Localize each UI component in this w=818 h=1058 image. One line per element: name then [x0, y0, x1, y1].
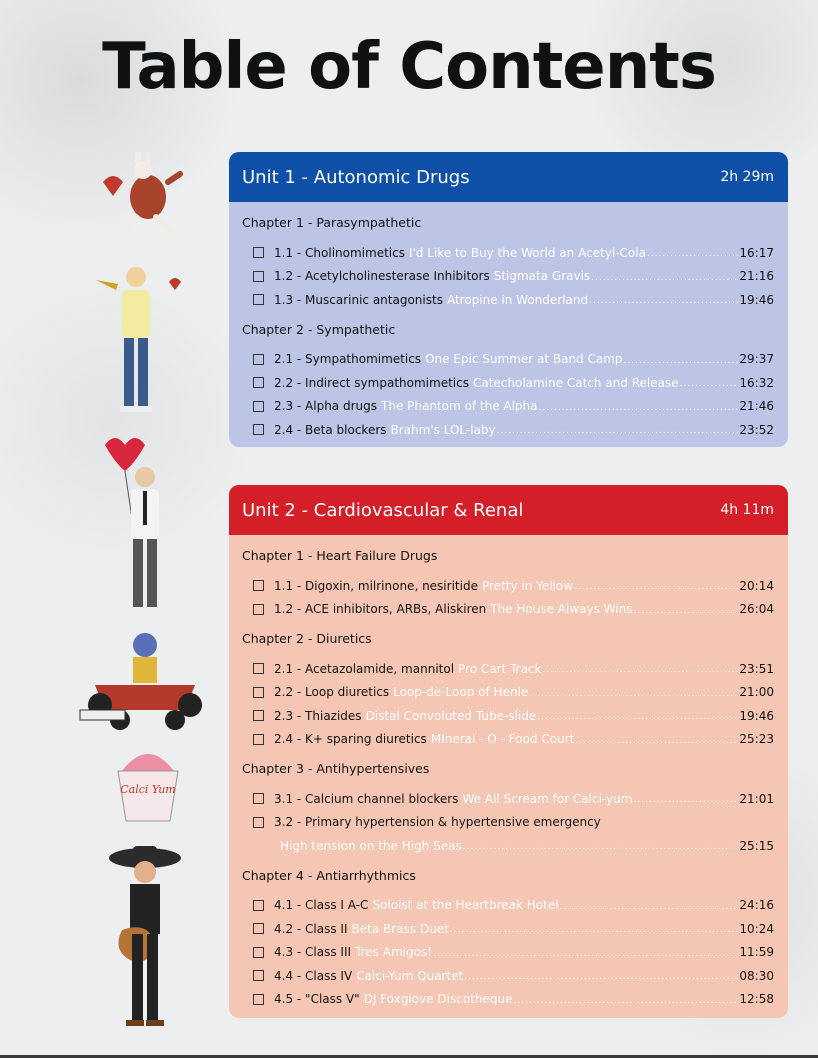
leader-dots	[537, 713, 738, 722]
lesson-name: 1.1 - Cholinomimetics	[274, 245, 405, 260]
leader-dots	[539, 404, 739, 413]
lesson-name: 1.2 - Acetylcholinesterase Inhibitors	[274, 269, 490, 284]
leader-dots	[589, 297, 738, 306]
lesson-subtitle: MIneral - O - Food Court	[430, 732, 575, 747]
lesson-time: 16:32	[739, 375, 774, 390]
leader-dots	[463, 843, 739, 852]
lesson-time: 25:15	[739, 838, 774, 853]
lesson-checkbox[interactable]	[253, 424, 264, 435]
lesson-subtitle: Pro Cart Track	[458, 661, 542, 676]
lesson-row[interactable]	[253, 657, 774, 681]
lesson-row[interactable]	[253, 894, 774, 918]
chapter-title: Chapter 3 - Antihypertensives	[242, 761, 430, 776]
rabbit-illustration	[88, 152, 188, 247]
lesson-checkbox[interactable]	[253, 294, 264, 305]
lesson-name: 3.2 - Primary hypertension & hypertensive emergency	[274, 815, 601, 830]
lesson-time: 08:30	[739, 968, 774, 983]
lesson-row[interactable]	[253, 348, 774, 372]
lesson-name: 2.2 - Indirect sympathomimetics	[274, 375, 469, 390]
leader-dots	[624, 357, 739, 366]
leader-dots	[575, 737, 738, 746]
lesson-time: 19:46	[739, 708, 774, 723]
chapter-title: Chapter 4 - Antiarrhythmics	[242, 867, 416, 883]
lesson-name: 1.3 - Muscarinic antagonists	[274, 292, 443, 307]
lesson-row[interactable]	[253, 681, 774, 705]
leader-dots	[542, 666, 738, 675]
lesson-checkbox[interactable]	[253, 793, 264, 804]
lesson-subtitle: One Epic Summer at Band Camp	[425, 352, 623, 367]
lesson-checkbox[interactable]	[253, 900, 264, 911]
lesson-row[interactable]	[253, 241, 774, 265]
lesson-checkbox[interactable]	[253, 970, 264, 981]
page-title: Table of Contents	[102, 30, 716, 104]
lesson-time: 24:16	[739, 898, 774, 913]
lesson-name: 2.4 - Beta blockers	[274, 422, 387, 437]
lesson-checkbox[interactable]	[253, 710, 264, 721]
lesson-subtitle: High tension on the High Seas	[280, 838, 462, 853]
lesson-checkbox[interactable]	[253, 994, 264, 1005]
lesson-time: 21:01	[739, 791, 774, 806]
lesson-name: 4.4 - Class IV	[274, 968, 353, 983]
lesson-checkbox[interactable]	[253, 663, 264, 674]
lesson-checkbox[interactable]	[253, 401, 264, 412]
lesson-checkbox[interactable]	[253, 354, 264, 365]
balloon-man-illustration	[95, 435, 175, 615]
leader-dots	[633, 607, 738, 616]
unit-duration: 4h 11m	[720, 502, 774, 518]
lesson-checkbox[interactable]	[253, 947, 264, 958]
leader-dots	[450, 926, 739, 935]
lesson-row[interactable]	[253, 574, 774, 598]
lesson-name: 2.2 - Loop diuretics	[274, 685, 390, 700]
leader-dots	[647, 250, 738, 259]
lesson-name: 4.1 - Class I A-C	[274, 898, 369, 913]
lesson-time: 19:46	[739, 292, 774, 307]
lesson-subtitle: I'd Like to Buy the World an Acetyl-Cola	[408, 245, 646, 260]
leader-dots	[574, 583, 738, 592]
lesson-time: 12:58	[739, 992, 774, 1007]
lesson-subtitle: Brahm's LOL-laby	[390, 422, 496, 437]
lesson-row-continued[interactable]	[280, 834, 774, 858]
lesson-checkbox[interactable]	[253, 817, 264, 828]
lesson-row[interactable]	[253, 395, 774, 419]
lesson-row[interactable]	[253, 728, 774, 752]
leader-dots	[591, 274, 738, 283]
lesson-row[interactable]	[253, 941, 774, 965]
lesson-subtitle: Catecholamine Catch and Release	[472, 375, 679, 390]
lesson-name: 4.5 - "Class V"	[274, 992, 360, 1007]
lesson-name: 4.2 - Class II	[274, 921, 348, 936]
cup-label: Calci Yum	[120, 783, 176, 796]
unit-title: Unit 1 - Autonomic Drugs	[242, 166, 470, 188]
chapter-title: Chapter 2 - Sympathetic	[242, 321, 396, 337]
lesson-subtitle: Soloist at the Heartbreak Hotel	[372, 898, 559, 913]
leader-dots	[514, 997, 739, 1006]
leader-dots	[560, 903, 739, 912]
lesson-name: 2.3 - Alpha drugs	[274, 399, 378, 414]
lesson-time: 21:16	[739, 269, 774, 284]
lesson-name: 2.3 - Thiazides	[274, 708, 362, 723]
lesson-subtitle: Pretty in Yellow	[481, 578, 574, 593]
unit-duration: 2h 29m	[720, 169, 774, 185]
chapter-title: Chapter 1 - Parasympathetic	[242, 215, 422, 230]
lesson-time: 26:04	[739, 602, 774, 617]
lesson-row[interactable]	[253, 418, 774, 442]
unit-header	[229, 152, 788, 202]
lesson-time: 25:23	[739, 732, 774, 747]
lesson-checkbox[interactable]	[253, 687, 264, 698]
lesson-name: 2.1 - Acetazolamide, mannitol	[274, 661, 455, 676]
lesson-subtitle: We All Scream for Calci-yum	[462, 791, 633, 806]
lesson-checkbox[interactable]	[253, 271, 264, 282]
lesson-name: 3.1 - Calcium channel blockers	[274, 791, 459, 806]
leader-dots	[529, 690, 738, 699]
chapter-title: Chapter 2 - Diuretics	[242, 631, 372, 646]
lesson-time: 10:24	[739, 921, 774, 936]
lesson-row[interactable]	[253, 371, 774, 395]
lesson-subtitle: Stigmata Gravis	[493, 269, 591, 284]
lesson-time: 16:17	[739, 245, 774, 260]
lesson-time: 23:51	[739, 661, 774, 676]
lesson-subtitle: DJ Foxglove Discotheque	[363, 992, 513, 1007]
unit-header	[229, 485, 788, 535]
lesson-checkbox[interactable]	[253, 923, 264, 934]
leader-dots	[680, 380, 739, 389]
go-kart-illustration	[75, 625, 215, 740]
lesson-name: 1.2 - ACE inhibitors, ARBs, Aliskiren	[274, 602, 487, 617]
lesson-name: 2.1 - Sympathomimetics	[274, 352, 422, 367]
mariachi-illustration	[100, 840, 190, 1035]
lesson-subtitle: The Phantom of the Alpha	[381, 399, 538, 414]
lesson-row[interactable]	[253, 704, 774, 728]
lesson-subtitle: Tres Amigos!	[355, 945, 432, 960]
lesson-checkbox[interactable]	[253, 377, 264, 388]
unit-title: Unit 2 - Cardiovascular & Renal	[242, 499, 524, 521]
band-camp-girl-illustration	[86, 262, 186, 422]
lesson-subtitle: Loop-de-Loop of Henle	[393, 685, 529, 700]
chapter-title: Chapter 1 - Heart Failure Drugs	[242, 548, 438, 563]
lesson-subtitle: The House Always Wins	[490, 602, 633, 617]
lesson-subtitle: Calci-Yum Quartet	[356, 968, 464, 983]
lesson-subtitle: Distal Convoluted Tube-slide	[365, 708, 537, 723]
leader-dots	[464, 973, 738, 982]
lesson-row[interactable]	[253, 787, 774, 811]
lesson-checkbox[interactable]	[253, 734, 264, 745]
lesson-checkbox[interactable]	[253, 247, 264, 258]
leader-dots	[433, 950, 738, 959]
lesson-time: 23:52	[739, 422, 774, 437]
lesson-row[interactable]	[253, 811, 774, 835]
leader-dots	[633, 796, 738, 805]
lesson-row[interactable]	[253, 964, 774, 988]
lesson-subtitle: Beta Brass Duet	[351, 921, 449, 936]
lesson-checkbox[interactable]	[253, 580, 264, 591]
lesson-name: 1.1 - Digoxin, milrinone, nesiritide	[274, 578, 478, 593]
lesson-row[interactable]	[253, 265, 774, 289]
lesson-time: 11:59	[739, 945, 774, 960]
lesson-row[interactable]	[253, 598, 774, 622]
lesson-name: 4.3 - Class III	[274, 945, 352, 960]
lesson-row[interactable]	[253, 917, 774, 941]
unit-1-panel	[229, 152, 788, 447]
lesson-time: 20:14	[739, 578, 774, 593]
unit-2-panel	[229, 485, 788, 1018]
lesson-time: 21:00	[739, 685, 774, 700]
leader-dots	[497, 427, 739, 436]
lesson-time: 21:46	[739, 399, 774, 414]
lesson-name: 2.4 - K+ sparing diuretics	[274, 732, 427, 747]
lesson-checkbox[interactable]	[253, 604, 264, 615]
lesson-row[interactable]	[253, 988, 774, 1012]
lesson-time: 29:37	[739, 352, 774, 367]
lesson-subtitle: Atropine in Wonderland	[446, 292, 589, 307]
lesson-row[interactable]	[253, 288, 774, 312]
calci-yum-cup-illustration	[108, 745, 188, 825]
